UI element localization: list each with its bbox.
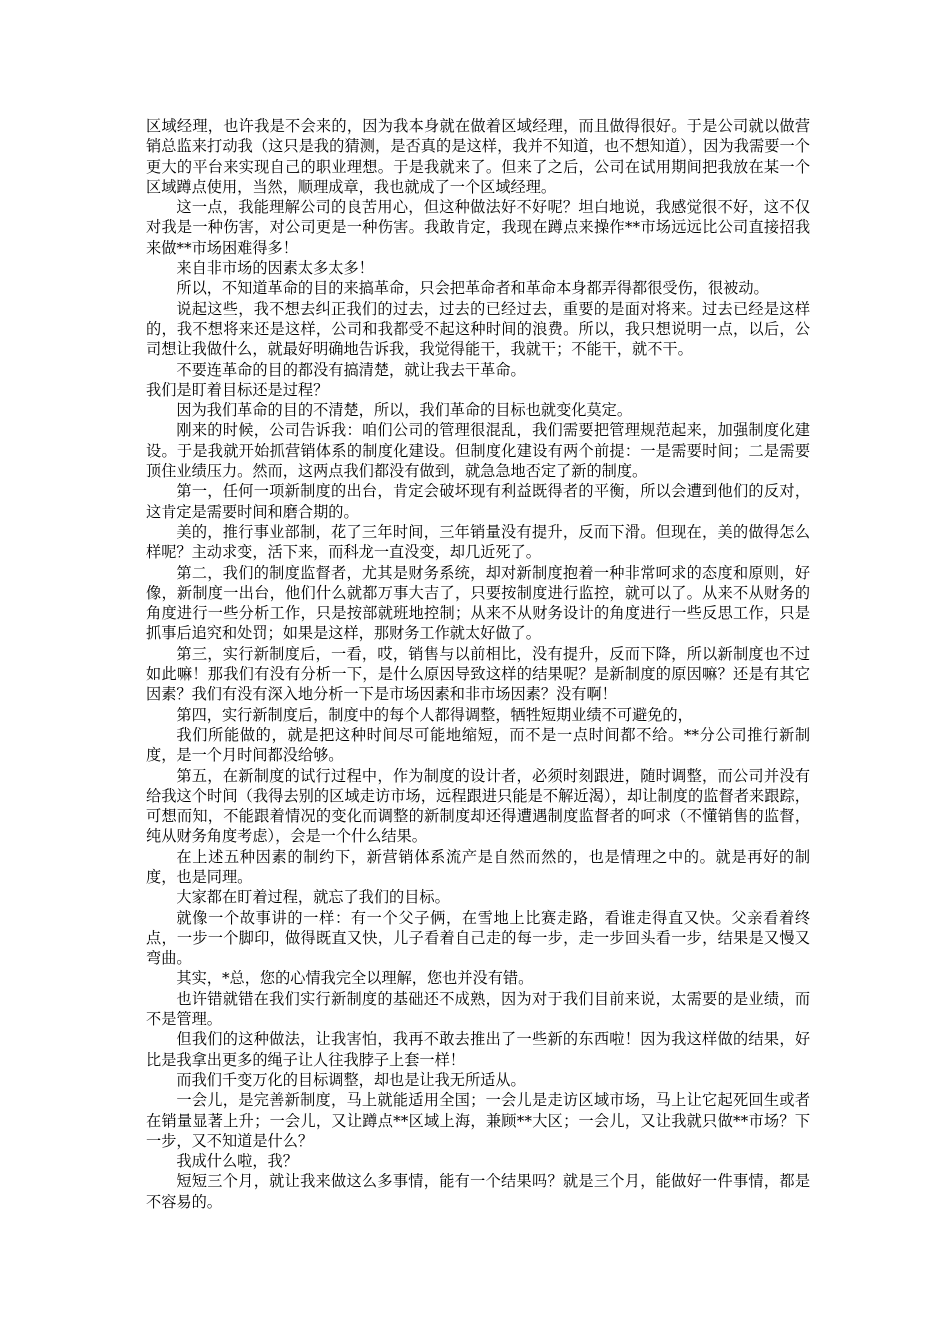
paragraph: 就像一个故事讲的一样：有一个父子俩，在雪地上比赛走路，看谁走得直又快。父亲看着终点，一步一个脚印，做得既直又快，儿子看着自己走的每一步，走一步回头看一步，结果是又慢又弯曲。 xyxy=(146,908,810,968)
paragraph: 我们所能做的，就是把这种时间尽可能地缩短，而不是一点时间都不给。**分公司推行新制度，是一个月时间都没给够。 xyxy=(146,725,810,765)
paragraph: 第三，实行新制度后，一看，哎，销售与以前相比，没有提升，反而下降，所以新制度也不过如此嘛！那我们有没有分析一下，是什么原因导致这样的结果呢？是新制度的原因嘛？还是有其它因素？我们有没有深入地分析一下是市场因素和非市场因素？没有啊！ xyxy=(146,644,810,704)
paragraph: 美的，推行事业部制，花了三年时间，三年销量没有提升，反而下滑。但现在，美的做得怎么样呢？主动求变，活下来，而科龙一直没变，却几近死了。 xyxy=(146,522,810,562)
paragraph: 区域经理，也许我是不会来的，因为我本身就在做着区域经理，而且做得很好。于是公司就以做营销总监来打动我（这只是我的猜测，是否真的是这样，我并不知道，也不想知道），因为我需要一个更大的平台来实现自己的职业理想。于是我就来了。但来了之后，公司在试用期间把我放在某一个区域蹲点使用，当然，顺理成章，我也就成了一个区域经理。 xyxy=(146,117,810,196)
paragraph: 来自非市场的因素太多太多！ xyxy=(176,259,374,278)
paragraph: 因为我们革命的目的不清楚，所以，我们革命的目标也就变化莫定。 xyxy=(176,401,633,420)
paragraph: 第二，我们的制度监督者，尤其是财务系统，却对新制度抱着一种非常呵求的态度和原则，好像，新制度一出台，他们什么就都万事大吉了，只要按制度进行监控，就可以了。从来不从财务的角度进行一些分析工作，只是按部就班地控制；从来不从财务设计的角度进行一些反思工作，只是抓事后追究和处罚；如果是这样，那财务工作就太好做了。 xyxy=(146,563,810,643)
paragraph: 在上述五种因素的制约下，新营销体系流产是自然而然的，也是情理之中的。就是再好的制度，也是同理。 xyxy=(146,847,810,886)
paragraph: 说起这些，我不想去纠正我们的过去，过去的已经过去，重要的是面对将来。过去已经是这样的，我不想将来还是这样，公司和我都受不起这种时间的浪费。所以，我只想说明一点，以后，公司想让我做什么，就最好明确地告诉我，我觉得能干，我就干；不能干，就不干。 xyxy=(146,299,810,359)
paragraph: 一会儿，是完善新制度，马上就能适用全国；一会儿是走访区域市场，马上让它起死回生或者在销量显著上升；一会儿，又让蹲点**区域上海，兼顾**大区；一会儿，又让我就只做**市场？下一步，又不知道是什么？ xyxy=(146,1091,810,1150)
paragraph: 第五，在新制度的试行过程中，作为制度的设计者，必须时刻跟进，随时调整，而公司并没有给我这个时间（我得去别的区域走访市场，远程跟进只能是不解近渴），却让制度的监督者来跟踪，可想而知，不能跟着情况的变化而调整的新制度却还得遭遇制度监督者的呵求（不懂销售的监督，纯从财务角度考虑），会是一个什么结果。 xyxy=(146,766,810,846)
paragraph: 而我们千变万化的目标调整，却也是让我无所适从。 xyxy=(176,1070,526,1089)
paragraph: 这一点，我能理解公司的良苦用心，但这种做法好不好呢？坦白地说，我感觉很不好，这不仅对我是一种伤害，对公司更是一种伤害。我敢肯定，我现在蹲点来操作**市场远远比公司直接招我来做**市场困难得多！ xyxy=(146,198,810,257)
paragraph: 也许错就错在我们实行新制度的基础还不成熟，因为对于我们目前来说，太需要的是业绩，而不是管理。 xyxy=(146,989,810,1029)
paragraph: 第一，任何一项新制度的出台，肯定会破坏现有利益既得者的平衡，所以会遭到他们的反对，这肯定是需要时间和磨合期的。 xyxy=(146,482,810,521)
paragraph: 第四，实行新制度后，制度中的每个人都得调整，牺牲短期业绩不可避免的， xyxy=(176,705,693,724)
paragraph: 我们是盯着目标还是过程？ xyxy=(146,380,329,399)
paragraph: 不要连革命的目的都没有搞清楚，就让我去干革命。 xyxy=(176,360,526,379)
paragraph: 我成什么啦，我？ xyxy=(176,1152,298,1171)
paragraph: 所以，不知道革命的目的来搞革命，只会把革命者和革命本身都弄得都很受伤，很被动。 xyxy=(176,279,769,298)
paragraph: 但我们的这种做法，让我害怕，我再不敢去推出了一些新的东西啦！因为我这样做的结果，好比是我拿出更多的绳子让人往我脖子上套一样！ xyxy=(146,1030,810,1069)
paragraph: 大家都在盯着过程，就忘了我们的目标。 xyxy=(176,888,450,907)
paragraph: 刚来的时候，公司告诉我：咱们公司的管理很混乱，我们需要把管理规范起来，加强制度化建设。于是我就开始抓营销体系的制度化建设。但制度化建设有两个前提：一是需要时间；二是需要顶住业绩压力。然而，这两点我们都没有做到，就急急地否定了新的制度。 xyxy=(146,421,810,481)
document-body xyxy=(146,116,810,1212)
paragraph: 其实，*总，您的心情我完全以理解，您也并没有错。 xyxy=(176,969,534,988)
paragraph: 短短三个月，就让我来做这么多事情，能有一个结果吗？就是三个月，能做好一件事情，都是不容易的。 xyxy=(146,1172,810,1211)
